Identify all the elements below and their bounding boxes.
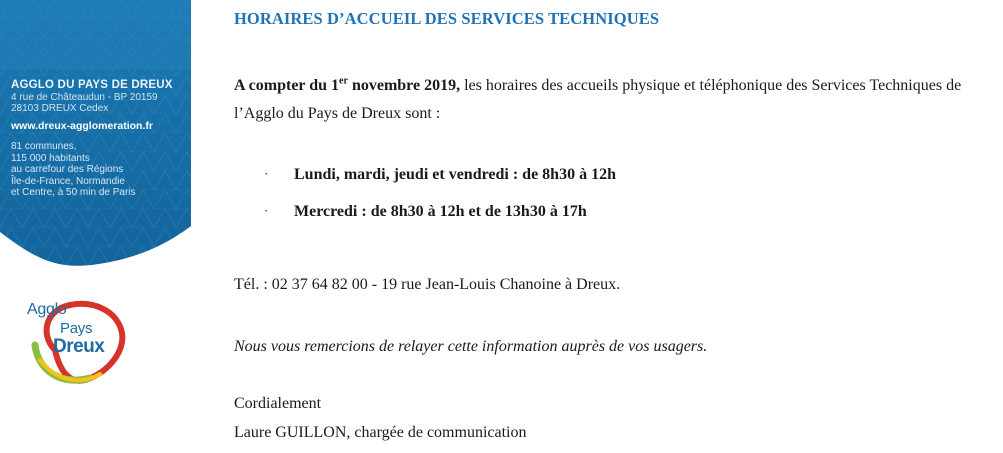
thanks-line: Nous vous remercions de relayer cette information auprès de vos usagers.	[234, 338, 708, 355]
logo-word-pays: Pays	[60, 320, 93, 337]
bullet-text: Mercredi : de 8h30 à 12h et de 13h30 à 17h	[294, 203, 587, 220]
agglo-logo-text	[0, 296, 191, 376]
logo-word-dreux: Dreux	[53, 336, 105, 357]
intro-paragraph	[234, 72, 1000, 128]
bullet-dot: ·	[264, 166, 269, 181]
intro-text: les horaires des accueils physique et téléphonique des Services Techniques de l’Agglo du Pays de Dreux sont :	[234, 77, 962, 122]
intro-date-sup: er	[339, 75, 348, 87]
bullet-text: Lundi, mardi, jeudi et vendredi : de 8h30 à 12h	[294, 166, 616, 183]
banner-desc-line: 115 000 habitants	[11, 152, 90, 164]
banner-org-name: AGGLO DU PAYS DE DREUX	[11, 79, 173, 91]
closing-regards: Cordialement	[234, 395, 322, 412]
bullet-dot: ·	[264, 203, 269, 218]
banner-description	[11, 141, 191, 199]
banner-desc-line: au carrefour des Régions	[11, 164, 124, 175]
banner-desc-line: et Centre, à 50 min de Paris	[11, 187, 136, 198]
intro-date-prefix: A compter du 1	[234, 77, 340, 94]
banner-desc-line: 81 communes,	[11, 141, 77, 152]
banner-text-block	[11, 80, 191, 199]
banner-address-line-1: 4 rue de Châteaudun - BP 20159	[11, 91, 158, 103]
banner-website-link[interactable]: www.dreux-agglomeration.fr	[11, 119, 153, 132]
signature-line: Laure GUILLON, chargée de communication	[234, 424, 527, 441]
logo-word-agglo: Agglo	[27, 301, 67, 318]
agglo-banner	[0, 0, 191, 397]
banner-address-line-2: 28103 DREUX Cedex	[11, 103, 109, 114]
banner-desc-line: Île-de-France, Normandie	[11, 175, 125, 187]
intro-date-suffix: novembre 2019,	[347, 77, 461, 94]
announcement-title: HORAIRES D’ACCUEIL DES SERVICES TECHNIQUES	[234, 9, 660, 28]
contact-phone-line: Tél. : 02 37 64 82 00 - 19 rue Jean-Louis Chanoine à Dreux.	[234, 276, 621, 293]
